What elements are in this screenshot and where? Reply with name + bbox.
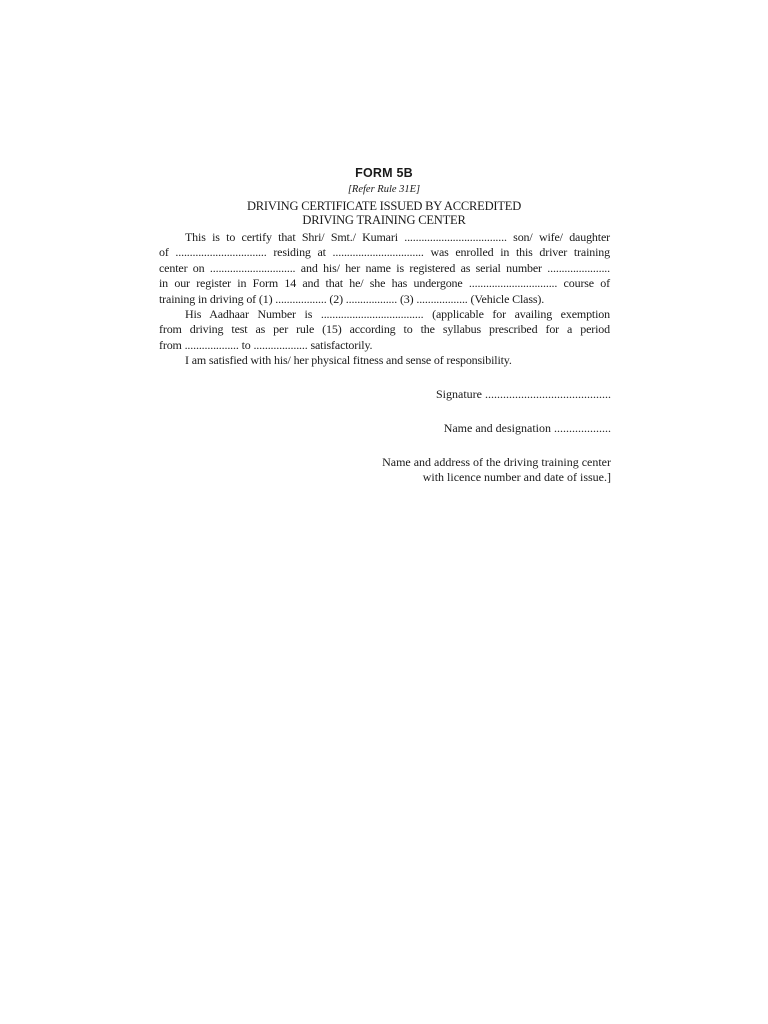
address-line-2: with licence number and date of issue.]: [422, 470, 611, 485]
signature-line: Signature ..........................................: [436, 387, 611, 401]
certificate-heading: [0, 199, 768, 227]
body-line-1: This is to certify that Shri/ Smt./ Kumari .................................... son/ wife/ daughter: [185, 230, 610, 244]
body-line-5: training in driving of (1) .................. (2) .................. (3) .................. (Vehicle Class).: [159, 291, 545, 306]
body-line-6: His Aadhaar Number is .................................... (applicable for availing exemption: [185, 307, 610, 322]
body-line-9: I am satisfied with his/ her physical fitness and sense of responsibility.: [185, 353, 512, 368]
body-line-4: in our register in Form 14 and that he/ she has undergone ............................... course of: [159, 276, 610, 291]
body-line-8: from ................... to ................... satisfactorily.: [159, 337, 373, 352]
address-line-1: Name and address of the driving training center: [382, 455, 611, 469]
certificate-body: [159, 230, 610, 369]
body-line-7: from driving test as per rule (15) according to the syllabus prescribed for a period: [159, 322, 610, 337]
body-line-2: of ................................ residing at ................................ was enrolled in this driver training: [159, 245, 610, 260]
name-designation-line: Name and designation ...................: [443, 421, 611, 435]
rule-reference: [Refer Rule 31E]: [347, 184, 421, 195]
heading-line-2: DRIVING TRAINING CENTER: [302, 213, 466, 227]
training-center-address: [330, 455, 611, 486]
body-line-3: center on .............................. and his/ her name is registered as serial number ......................: [159, 260, 610, 275]
form-title: FORM 5B: [355, 166, 413, 180]
heading-line-1: DRIVING CERTIFICATE ISSUED BY ACCREDITED: [246, 199, 522, 213]
